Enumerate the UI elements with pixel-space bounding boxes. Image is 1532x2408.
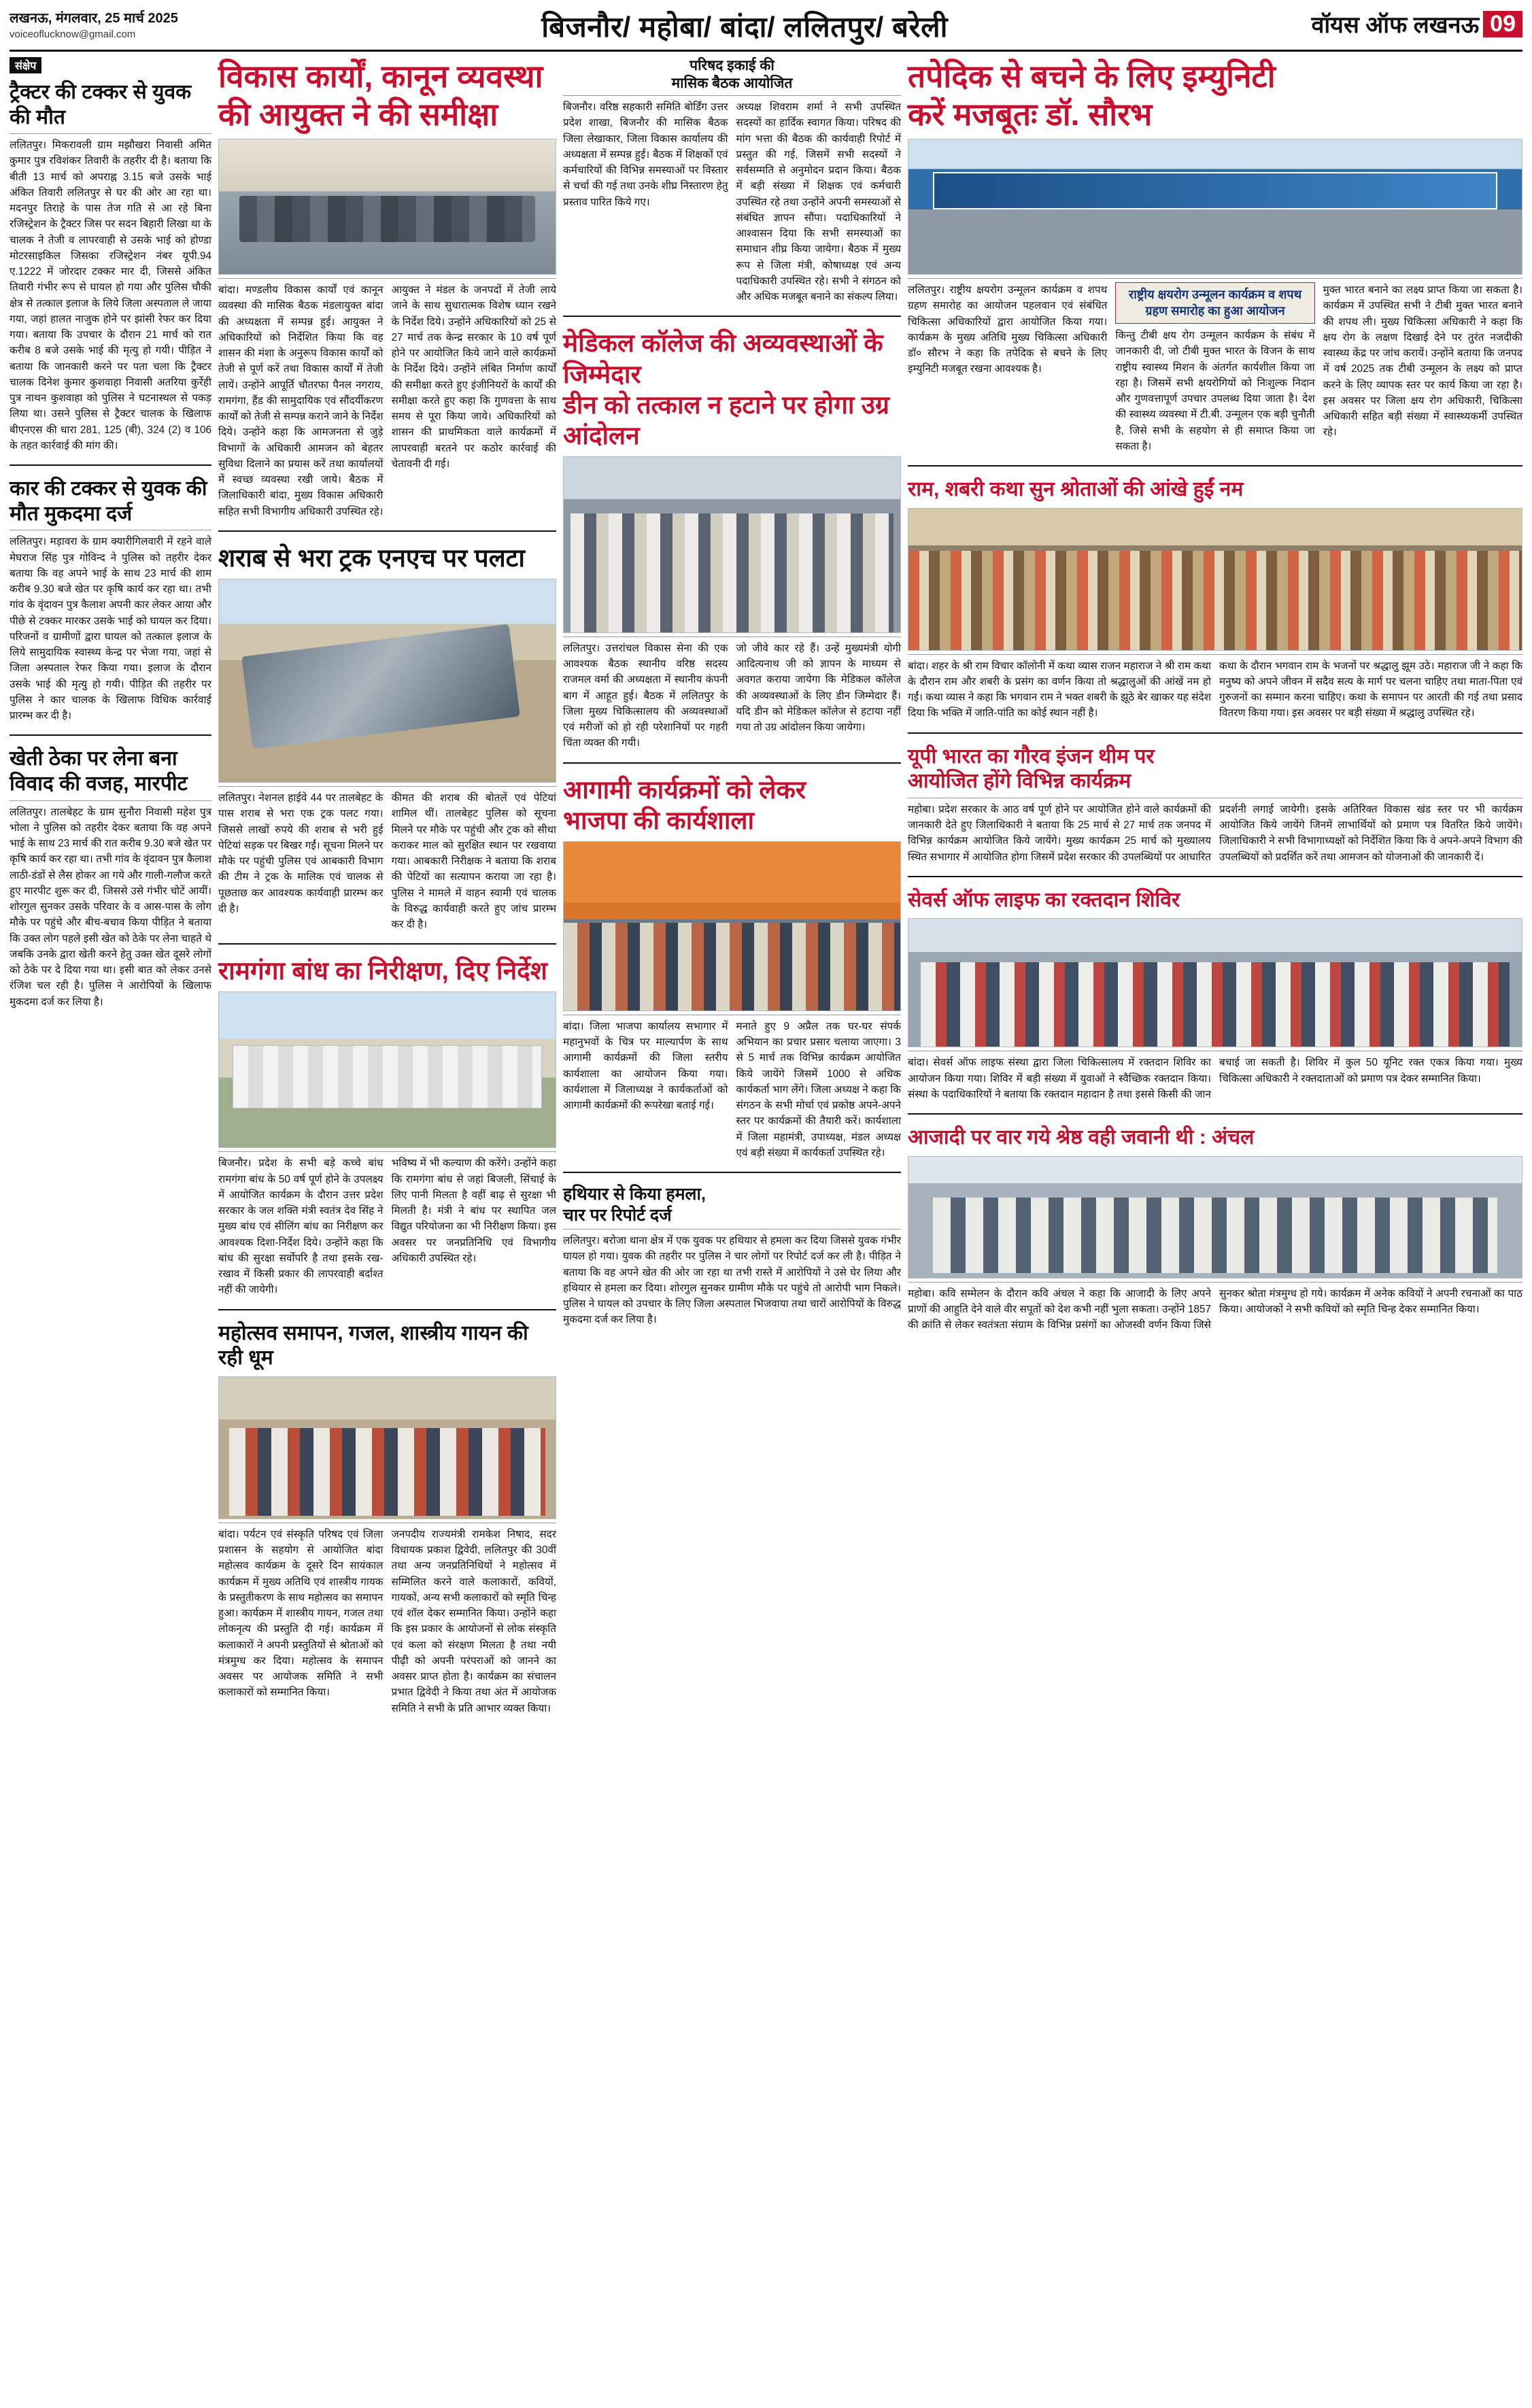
headline-line-2: की आयुक्त ने की समीक्षा xyxy=(218,97,498,133)
column-2 xyxy=(218,57,556,1716)
headline-line-1: विकास कार्यों, कानून व्यवस्था xyxy=(218,58,543,94)
article-body xyxy=(218,282,556,520)
body-col-b xyxy=(1115,282,1314,454)
headline-line-1: हथियार से किया हमला, xyxy=(563,1185,706,1204)
masthead xyxy=(10,7,1522,52)
body-col-b: अध्यक्ष शिवराम शर्मा ने सभी उपस्थित सदस्यों का हार्दिक स्वागत किया। परिषद की मांग भत्ता की बैठक की कार्यवाही रिपोर्ट में प्रस्तुत की गई, जिसमें सभी सदस्यों ने सर्वसम्मति से अनुमोदन प्रदान किया। बैठक में बड़ी संख्या में शिक्षक एवं कर्मचारी उपस्थित रहे तथा उन्होंने अपनी समस्याओं से संबंधित ज्ञापन सौंपा। पदाधिकारियों ने आश्वासन दिया कि सभी समस्याओं का समाधान शीघ्र किया जायेगा। बैठक में मुख्य रूप से जिला मंत्री, कोषाध्यक्ष एवं अन्य पदाधिकारी उपस्थित रहे। सभी ने संगठन को और अधिक मजबूत बनाने का संकल्प लिया। xyxy=(736,101,901,303)
kicker-line-2: मासिक बैठक आयोजित xyxy=(671,75,793,91)
article-bjp-workshop xyxy=(563,775,901,1161)
article-body: ललितपुर। तालबेहट के ग्राम सुनौरा निवासी महेश पुत्र भोला ने पुलिस को तहरीर देकर बताया कि वह अपने भाई के साथ 23 मार्च की रात करीब 9.30 बजे खेत पर कृषि कार्य कर रहा था। तभी गांव के वृंदावन पुत्र कैलाश लाठी-डंडों से लैस होकर आ गये और गाली-गलौज करते हुए मारपीट शुरू कर दी, जिससे उसे गंभीर चोटें आयीं। शोरगुल सुनकर उसके परिवार के व आस-पास के लोग मौके पर पहुंचे और बीच-बचाव किया पीड़ित ने बताया कि उक्त लोग पहले इसी खेत को ठेके पर लेना चाहते थे जबकि उनके द्वारा खेती करने हेतु उक्त खेत दूसरे लोगों को ठेके पर दे दिया गया था। इसी बात को लेकर उनसे रंजिश चल रही है। पुलिस ने आरोपियों के खिलाफ मुकदमा दर्ज कर लिया है। xyxy=(10,806,211,1008)
body-col-c: मुक्त भारत बनाने का लक्ष्य प्राप्त किया जा सकता है। कार्यक्रम में उपस्थित सभी ने टीबी मुक्त भारत बनाने की शपथ ली। मुख्य चिकित्सा अधिकारी ने कहा कि क्षय रोग के लक्षण दिखाई देने पर तुरंत नजदीकी स्वास्थ्य केंद्र पर जांच करायें। उन्होंने बताया कि जनपद में वर्ष 2025 तक टीबी उन्मूलन के लक्ष्य को प्राप्त करने के लिए व्यापक स्तर पर कार्य किया जा रहा है। इस अवसर पर जिला क्षय रोग अधिकारी, चिकित्सा अधिकारी सहित बड़ी संख्या में स्वास्थ्यकर्मी उपस्थित रहे। xyxy=(1323,284,1522,439)
headline: आजादी पर वार गये श्रेष्ठ वही जवानी थी : अंचल xyxy=(908,1126,1255,1149)
article-mahotsav-closing xyxy=(218,1321,556,1716)
article-body: बांदा। सेवर्स ऑफ लाइफ संस्था द्वारा जिला चिकित्सालय में रक्तदान शिविर का आयोजन किया गया। शिविर में बड़ी संख्या में युवाओं ने स्वैच्छिक रक्तदान किया। संस्था के पदाधिकारियों ने बताया कि रक्तदान महादान है तथा इससे किसी की जान बचाई जा सकती है। शिविर में कुल 50 यूनिट रक्त एकत्र किया गया। मुख्य चिकित्सा अधिकारी ने रक्तदाताओं को प्रमाण पत्र देकर सम्मानित किया। xyxy=(908,1057,1522,1100)
photo-felicitation xyxy=(908,1156,1522,1278)
headline-line-1: मेडिकल कॉलेज की अव्यवस्थाओं के जिम्मेदार xyxy=(563,329,883,388)
callout-body: किन्तु टीबी क्षय रोग उन्मूलन कार्यक्रम के संबंध में जानकारी दी, जो टीबी मुक्त भारत के विजन के साथ राष्ट्रीय स्वास्थ्य मिशन के अंतर्गत कार्यशील किया जा रहा है। जिसमें सभी क्षयरोगियों को निःशुल्क निदान और गुणवत्तापूर्ण उपचार उपलब्ध दिया जाता है। देश की स्वास्थ्य व्यवस्था में टी.बी. उन्मूलन एक बड़ी चुनौती है, जिसे सभी के सहयोग से ही समाप्त किया जा सकता है। xyxy=(1115,330,1315,452)
photo-dam-inspection xyxy=(218,991,556,1148)
article-weapon-attack xyxy=(563,1184,901,1328)
headline-line-2: चार पर रिपोर्ट दर्ज xyxy=(563,1205,672,1225)
article-body: महोबा। प्रदेश सरकार के आठ वर्ष पूर्ण होने पर आयोजित होने वाले कार्यक्रमों की जानकारी देते हुए जिलाधिकारी ने बताया कि 25 मार्च से 27 मार्च तक जनपद में विभिन्न कार्यक्रम आयोजित किये जायेंगे। मुख्य कार्यक्रम 25 मार्च को मुख्यालय स्थित सभागार में आयोजित होगा जिसमें प्रदेश सरकार की उपलब्धियों पर आधारित प्रदर्शनी लगाई जायेगी। इसके अतिरिक्त विकास खंड स्तर पर भी कार्यक्रम आयोजित किये जायेंगे जिनमें लाभार्थियों को प्रमाण पत्र वितरित किये जायेंगे। जिलाधिकारी ने सभी विभागाध्यक्षों को निर्देशित किया कि वे अपने-अपने विभाग की उपलब्धियों को प्रदर्शित करें तथा आमजन को योजनाओं की जानकारी दें। xyxy=(908,803,1522,863)
article-body xyxy=(908,282,1522,454)
article-ram-shabri-katha xyxy=(908,477,1522,722)
body-col-b: जो जीवे कार रहे हैं। उन्हें मुख्यमंत्री योगी आदित्यनाथ जी को ज्ञापन के माध्यम से अवगत कराया जायेगा कि मेडिकल कॉलेज की अव्यवस्थाओं के लिए डीन जिम्मेदार हैं। यदि डीन को मेडिकल कॉलेज से हटाया नहीं गया तो उग्र आंदोलन किया जायेगा। xyxy=(736,642,901,734)
photo-tb-program-banner xyxy=(908,139,1522,275)
masthead-left xyxy=(10,7,178,41)
article-body: ललितपुर। मड़ावरा के ग्राम क्यारीगिलवारी में रहने वाले मेघराज सिंह पुत्र गोविन्द ने पुलिस को तहरीर देकर बताया कि वह अपने भाई के साथ 23 मार्च की शाम करीब 9.30 बजे खेत पर कृषि कार्य कर रहा था। तभी गांव के वृंदावन पुत्र कैलाश अपनी कार लेकर आया और पीछे से टक्कर मारकर उसके भाई को घायल कर दिया। परिजनों व ग्रामीणों द्वारा घायल को तत्काल इलाज के लिये सामुदायिक स्वास्थ्य केन्द्र पर भेजा गया, जहां से जिला अस्पताल रेफर किया गया। इलाज के दौरान उसके भाई की मृत्यु हो गयी। पीड़ित की तहरीर पर पुलिस ने कार चालक के खिलाफ विधिक कार्रवाई प्रारम्भ कर दी है। xyxy=(10,536,211,722)
column-3 xyxy=(563,57,901,1716)
article-medical-college-protest xyxy=(563,328,901,751)
photo-blood-donation xyxy=(908,918,1522,1047)
body-col-a: बिजनौर। प्रदेश के सभी बड़े कच्चे बांध रामगंगा बांध के 50 वर्ष पूर्ण होने के उपलक्ष्य में आयोजित कार्यक्रम के दौरान उत्तर प्रदेश सरकार के जल शक्ति मंत्री स्वतंत्र देव सिंह ने मुख्य बांध एवं सीलिंग बांध का निरीक्षण कर आवश्यक दिशा-निर्देश दिये। उन्होंने कहा कि बांध की सुरक्षा सर्वोपरि है तथा इसके रख-रखाव में किसी प्रकार की लापरवाही बर्दाश्त नहीं की जायेगी। xyxy=(218,1157,384,1296)
article-body xyxy=(218,1527,556,1716)
body-col-a: बिजनौर। वरिष्ठ सहकारी समिति बोर्डिंग उत्तर प्रदेश शाखा, बिजनौर की मासिक बैठक जिला लेखाकार, जिला विकास कार्यालय की अध्यक्षता में सम्पन्न हुई। बैठक में शिक्षकों एवं कर्मचारियों की विभिन्न समस्याओं पर विस्तार से चर्चा की गई तथा उनके शीघ्र निस्तारण हेतु प्रस्ताव पारित किये गए। xyxy=(563,101,728,208)
page-grid xyxy=(10,57,1522,1716)
article-farm-dispute xyxy=(10,747,211,1009)
masthead-center xyxy=(178,7,1312,46)
headline-line-2: डीन को तत्काल न हटाने पर होगा उग्र आंदोलन xyxy=(563,390,889,450)
body-col-b: कथा के दौरान भगवान राम के भजनों पर श्रद्धालु झूम उठे। महाराज जी ने कहा कि मनुष्य को अपने जीवन में सदैव सत्य के मार्ग पर चलना चाहिए तथा माता-पिता एवं गुरुजनों का सम्मान करना चाहिए। कथा के समापन पर आरती की गई तथा प्रसाद वितरण किया गया। इस अवसर पर बड़ी संख्या में श्रद्धालु उपस्थित रहे। xyxy=(1219,660,1522,719)
photo-commissioner-meeting xyxy=(218,139,556,275)
body-col-b: भविष्य में भी कल्याण की करेंगे। उन्होंने कहा कि रामगंगा बांध से जहां बिजली, सिंचाई के लिए पानी मिलता है वहीं बाढ़ से सुरक्षा भी मिलती है। मंत्री ने बांध पर स्थापित जल विद्युत परियोजना का भी निरीक्षण किया। इस अवसर पर जनप्रतिनिधि एवं विभागीय अधिकारी उपस्थित रहे। xyxy=(391,1157,556,1264)
body-col-a: बांदा। शहर के श्री राम विचार कॉलोनी में कथा व्यास राजन महाराज ने श्री राम कथा के दौरान राम और शबरी के प्रसंग का वर्णन किया तो श्रद्धालुओं की आंखें नम हो गईं। कथा व्यास ने कहा कि भगवान राम ने भक्त शबरी के झूठे बेर खाकर यह संदेश दिया कि भक्ति में जाति-पांति का कोई स्थान नहीं है। xyxy=(908,660,1211,719)
article-body xyxy=(218,790,556,932)
body-col-a: ललितपुर। राष्ट्रीय क्षयरोग उन्मूलन कार्यक्रम व शपथ ग्रहण समारोह का आयोजन पहलवान एवं संबंधित चिकित्सा अधिकारियों द्वारा आयोजित किया गया। कार्यक्रम के मुख्य अतिथि मुख्य चिकित्सा अधिकारी डॉ० सौरभ ने कहा कि तपेदिक से बचने के लिए इम्युनिटी मजबूत रखना आवश्यक है। xyxy=(908,284,1108,375)
headline-line-1: आगामी कार्यक्रमों को लेकर xyxy=(563,775,806,804)
column-1 xyxy=(10,57,211,1716)
headline: कार की टक्कर से युवक की मौत मुकदमा दर्ज xyxy=(10,477,207,525)
headline: खेती ठेका पर लेना बना विवाद की वजह, मारपीट xyxy=(10,747,188,795)
headline: महोत्सव समापन, गजल, शास्त्रीय गायन की रही धूम xyxy=(218,1321,528,1370)
body-col-b: कीमत की शराब की बोतलें एवं पेटियां शामिल थीं। तालबेहट पुलिस को सूचना मिलने पर मौके पर पहुंची और ट्रक को सीधा कराकर माल को सुरक्षित स्थान पर रखवाया गया। आबकारी निरीक्षक ने बताया कि शराब की पेटियों का सत्यापन कराया जा रहा है। पुलिस ने मामले में वाहन स्वामी एवं चालक के विरुद्ध कार्यवाही करते हुए जांच प्रारम्भ कर दी है। xyxy=(391,792,556,931)
masthead-right xyxy=(1311,7,1522,39)
article-body xyxy=(908,658,1522,722)
headline: रामगंगा बांध का निरीक्षण, दिए निर्देश xyxy=(218,957,547,985)
body-col-b: जनपदीय राज्यमंत्री रामकेश निषाद, सदर विधायक प्रकाश द्विवेदी, ललितपुर की 30वीं तथा अन्य जनप्रतिनिधियों ने महोत्सव में सम्मिलित करने वाले कलाकारों, कवियों, गायकों, अन्य सभी कलाकारों को स्मृति चिन्ह एवं शॉल देकर सम्मानित किया। उन्होंने कहा कि इस प्रकार के आयोजनों से लोक संस्कृति एवं कला को संरक्षण मिलता है तथा नयी पीढ़ी को अपनी परंपराओं को जानने का अवसर प्राप्त होता है। कार्यक्रम का संचालन प्रभात द्विवेदी ने किया तथा अंत में आयोजक समिति ने सभी के प्रति आभार व्यक्त किया। xyxy=(391,1528,556,1714)
photo-mahotsav-stage xyxy=(218,1376,556,1519)
headline-line-2: आयोजित होंगे विभिन्न कार्यक्रम xyxy=(908,770,1131,793)
article-blood-donation-camp xyxy=(908,888,1522,1102)
photo-overturned-truck xyxy=(218,579,556,783)
page-number: 09 xyxy=(1483,11,1522,37)
article-body xyxy=(563,641,901,751)
article-tb-immunity xyxy=(908,57,1522,454)
callout-box xyxy=(1115,282,1314,324)
body-col-a: बांदा। पर्यटन एवं संस्कृति परिषद एवं जिला प्रशासन के सहयोग से आयोजित बांदा महोत्सव कार्यक्रम के दूसरे दिन सायंकाल कार्यक्रम में मुख्य अतिथि एवं शास्त्रीय गायक के प्रस्तुतीकरण के साथ महोत्सव का समापन हुआ। कार्यक्रम में शास्त्रीय गायन, गजल तथा लोकनृत्य की प्रस्तुति दी गई। कार्यक्रम में कलाकारों ने अपनी प्रस्तुतियों से श्रोताओं को मंत्रमुग्ध कर दिया। महोत्सव के समापन अवसर पर आयोजक समिति ने सभी कलाकारों को सम्मानित किया। xyxy=(218,1528,384,1699)
article-anchal-poetry xyxy=(908,1125,1522,1333)
body-col-a: ललितपुर। उत्तरांचल विकास सेना की एक आवश्यक बैठक स्थानीय वरिष्ठ सदस्य राजमल वर्मा की अध्यक्षता में स्थानीय कंपनी बाग में आहूत हुई। बैठक में ललितपुर के जिला मुख्य चिकित्सालय की अव्यवस्थाओं एवं मरीजों को हो रही परेशानियों पर गहरी चिंता व्यक्त की गयी। xyxy=(563,642,728,749)
brief-kicker-wrap xyxy=(10,57,211,73)
article-body xyxy=(563,1019,901,1161)
body-col-a: बांदा। जिला भाजपा कार्यालय सभागार में महानुभवों के चित्र पर माल्यार्पण के साथ आगामी कार्यक्रमों की जिला स्तरीय कार्यशाला का आयोजन किया गया। कार्यशाला में जिलाध्यक्ष ने कार्यकर्ताओं को आगामी कार्यक्रमों की रूपरेखा बताई गई। xyxy=(563,1020,728,1112)
article-ramganga-dam xyxy=(218,955,556,1298)
kicker-line-1: परिषद इकाई की xyxy=(690,58,774,73)
column-4 xyxy=(908,57,1522,1716)
article-body: ललितपुर। बरोजा थाना क्षेत्र में एक युवक पर हथियार से हमला कर दिया जिससे युवक गंभीर घायल हो गया। युवक की तहरीर पर पुलिस ने चार लोगों पर रिपोर्ट दर्ज कर ली है। पीड़ित ने बताया कि वह अपने खेत की ओर जा रहा था तभी रास्ते में आरोपियों ने उसे घेर लिया और हथियार से हमला कर दिया। शोरगुल सुनकर ग्रामीण मौके पर पहुंचे तो आरोपी भाग निकले। पुलिस ने घायल को उपचार के लिए जिला अस्पताल भिजवाया तथा चारों आरोपियों के विरुद्ध मुकदमा दर्ज कर लिया है। xyxy=(563,1235,901,1326)
article-commissioner-review xyxy=(218,57,556,520)
article-car-death xyxy=(10,477,211,724)
contact-email: voiceoflucknow@gmail.com xyxy=(10,29,136,40)
headline: राम, शबरी कथा सुन श्रोताओं की आंखे हुईं नम xyxy=(908,478,1244,501)
section-kicker: संक्षेप xyxy=(10,57,41,73)
body-col-b: मनाते हुए 9 अप्रैल तक घर-घर संपर्क अभियान का प्रचार प्रसार चलाया जाएगा। 3 से 5 मार्च तक विभिन्न कार्यक्रम आयोजित किये जायेंगे जिसमें 1000 से अधिक कार्यकर्ता भाग लेंगे। जिला अध्यक्ष ने कहा कि संगठन के सभी मोर्चा एवं प्रकोष्ठ अपने-अपने स्तर पर कार्यक्रमों की तैयारी करें। कार्यशाला में जिला महामंत्री, उपाध्यक्ष, मंडल अध्यक्ष एवं बड़ी संख्या में कार्यकर्ता उपस्थित रहे। xyxy=(736,1020,901,1159)
headline: शराब से भरा ट्रक एनएच पर पलटा xyxy=(218,543,525,572)
headline-line-2: भाजपा की कार्यशाला xyxy=(563,806,755,834)
photo-protest-group xyxy=(563,456,901,633)
brand-title: वॉयस ऑफ लखनऊ xyxy=(1311,12,1480,38)
article-body: ललितपुर। मिकरावली ग्राम मझौखरा निवासी अमित कुमार पुत्र रविशंकर तिवारी के तहरीर दी है। बताया कि बीती 13 मार्च को अपराह्न 3.15 बजे उसके भाई अंकित तिवारी ललितपुर से घर की ओर आ रहा था। मदनपुर तिराहे के पास तेज गति से आ रहे बिना रजिस्ट्रेशन के ट्रैक्टर जिस पर सदन बिहारी लिखा था के चालक ने तेजी व लापरवाही से उसके भाई को होण्डा मोटरसाइकिल जिसका रजिस्ट्रेशन नंबर यूपी.94 ए.1222 में जोरदार टक्कर मार दी, जिससे अंकित तिवारी गंभीर रूप से घायल हो गया और पुलिस चौकी क्षेत्र से तत्काल इलाज के लिये जिला अस्पताल ले जाया गया, जहां हालत नाजुक होने पर झांसी रेफर कर दिया गया। बताया कि उपचार के दौरान 21 मार्च को रात करीब 8 बजे उसके भाई की मृत्यु हो गयी। पीड़ित ने बताया कि जानकारी करने पर पता चला कि ट्रैक्टर चालक दिनेश कुमार कुशवाहा निवासी अतरिया कुर्रेही पुत्र नाथन कुशवाहा को पुलिस ने घटनास्थल से पकड़ लिया था। उसने पुलिस से ट्रैक्टर चालक के खिलाफ बीएनएस की धारा 281, 125 (बी), 324 (2) व 106 के तहत कार्रवाई की मांग की। xyxy=(10,139,211,452)
article-up-gaurav-engine xyxy=(908,745,1522,865)
edition-cities: बिजनौर/ महोबा/ बांदा/ ललितपुर/ बरेली xyxy=(541,11,949,43)
headline: ट्रैक्टर की टक्कर से युवक की मौत xyxy=(10,81,192,129)
article-liquor-truck xyxy=(218,543,556,932)
callout-title: राष्ट्रीय क्षयरोग उन्मूलन कार्यक्रम व शपथ ग्रहण समारोह का हुआ आयोजन xyxy=(1128,288,1302,318)
body-col-a: बांदा। मण्डलीय विकास कार्यों एवं कानून व्यवस्था की मासिक बैठक मंडलायुक्त बांदा की अध्यक्षता में सम्पन्न हुई। आयुक्त ने अधिकारियों को निर्देशित किया कि वह शासन की मंशा के अनुरूप विकास कार्यों को तेजी से पूर्ण करें तथा विकास कार्यों में तेजी लायें। उन्होंने आपूर्ति चौतरफा पैनल नगराय, रामगंगा, हैंड की सामुदायिक एवं सौंदर्यीकरण कार्यों को तेजी से सम्पन्न कराने जाने के निर्देश दिये। उन्होंने कहा कि आमजनता से जुड़े विभागों के अधिकारी आमजन को बेहतर सुविधा दिलाने का प्रयास करें तथा कार्यालयों में स्वच्छ व्यवस्था रखी जाये। बैठक में जिलाधिकारी बांदा, मुख्य विकास अधिकारी सहित सभी विभागीय अधिकारी उपस्थित रहे। xyxy=(218,284,384,518)
headline-line-1: यूपी भारत का गौरव इंजन थीम पर xyxy=(908,745,1155,768)
article-body xyxy=(563,99,901,305)
article-body: महोबा। कवि सम्मेलन के दौरान कवि अंचल ने कहा कि आजादी के लिए अपने प्राणों की आहुति देने वाले वीर सपूतों को देश कभी नहीं भुला सकता। उन्होंने 1857 की क्रांति से लेकर स्वतंत्रता संग्राम के विभिन्न प्रसंगों का ओजस्वी वर्णन किया जिसे सुनकर श्रोता मंत्रमुग्ध हो गये। कार्यक्रम में अनेक कवियों ने अपनी रचनाओं का पाठ किया। आयोजकों ने सभी कवियों को स्मृति चिन्ह देकर सम्मानित किया। xyxy=(908,1287,1522,1332)
article-parishad-meeting xyxy=(563,57,901,305)
headline: सेवर्स ऑफ लाइफ का रक्तदान शिविर xyxy=(908,888,1180,911)
photo-bjp-workshop xyxy=(563,841,901,1011)
headline-line-2: करें मजबूतः डॉ. सौरभ xyxy=(908,97,1153,133)
body-col-b: आयुक्त ने मंडल के जनपदों में तेजी लाये जाने के साथ सुधारात्मक विशेष ध्यान रखने के निर्देश दिये। उन्होंने अधिकारियों को 25 से 27 मार्च तक केन्द्र सरकार के 10 वर्ष पूर्ण होने पर आयोजित किये जाने वाले कार्यक्रमों के निर्देश दिये। उन्होंने लंबित निर्माण कार्यों की समीक्षा करते हुए इंजीनियरों के कार्यों की समीक्षा करते हुए कहा कि गुणवत्ता के साथ समय से पूरा किया जाये। अधिकारियों को शासन की प्राथमिकता वाले कार्यक्रमों में लापरवाही बरतने पर कठोर कार्रवाई की चेतावनी दी गई। xyxy=(391,284,556,470)
publication-date: लखनऊ, मंगलवार, 25 मार्च 2025 xyxy=(10,11,178,26)
article-tractor-death xyxy=(10,80,211,454)
photo-katha-audience xyxy=(908,508,1522,651)
headline-line-1: तपेदिक से बचने के लिए इम्युनिटी xyxy=(908,58,1276,94)
body-col-a: ललितपुर। नेशनल हाईवे 44 पर तालबेहट के पास शराब से भरा एक ट्रक पलट गया। जिससे लाखों रुपये की शराब से भरी हुई पेटियां सड़क पर बिखर गईं। सूचना मिलने पर मौके पर पहुंची पुलिस एवं आबकारी विभाग की टीम ने ट्रक के मालिक एवं चालक से पूछताछ कर आवश्यक कार्यवाही प्रारम्भ कर दी है। xyxy=(218,792,384,915)
article-body xyxy=(218,1155,556,1298)
